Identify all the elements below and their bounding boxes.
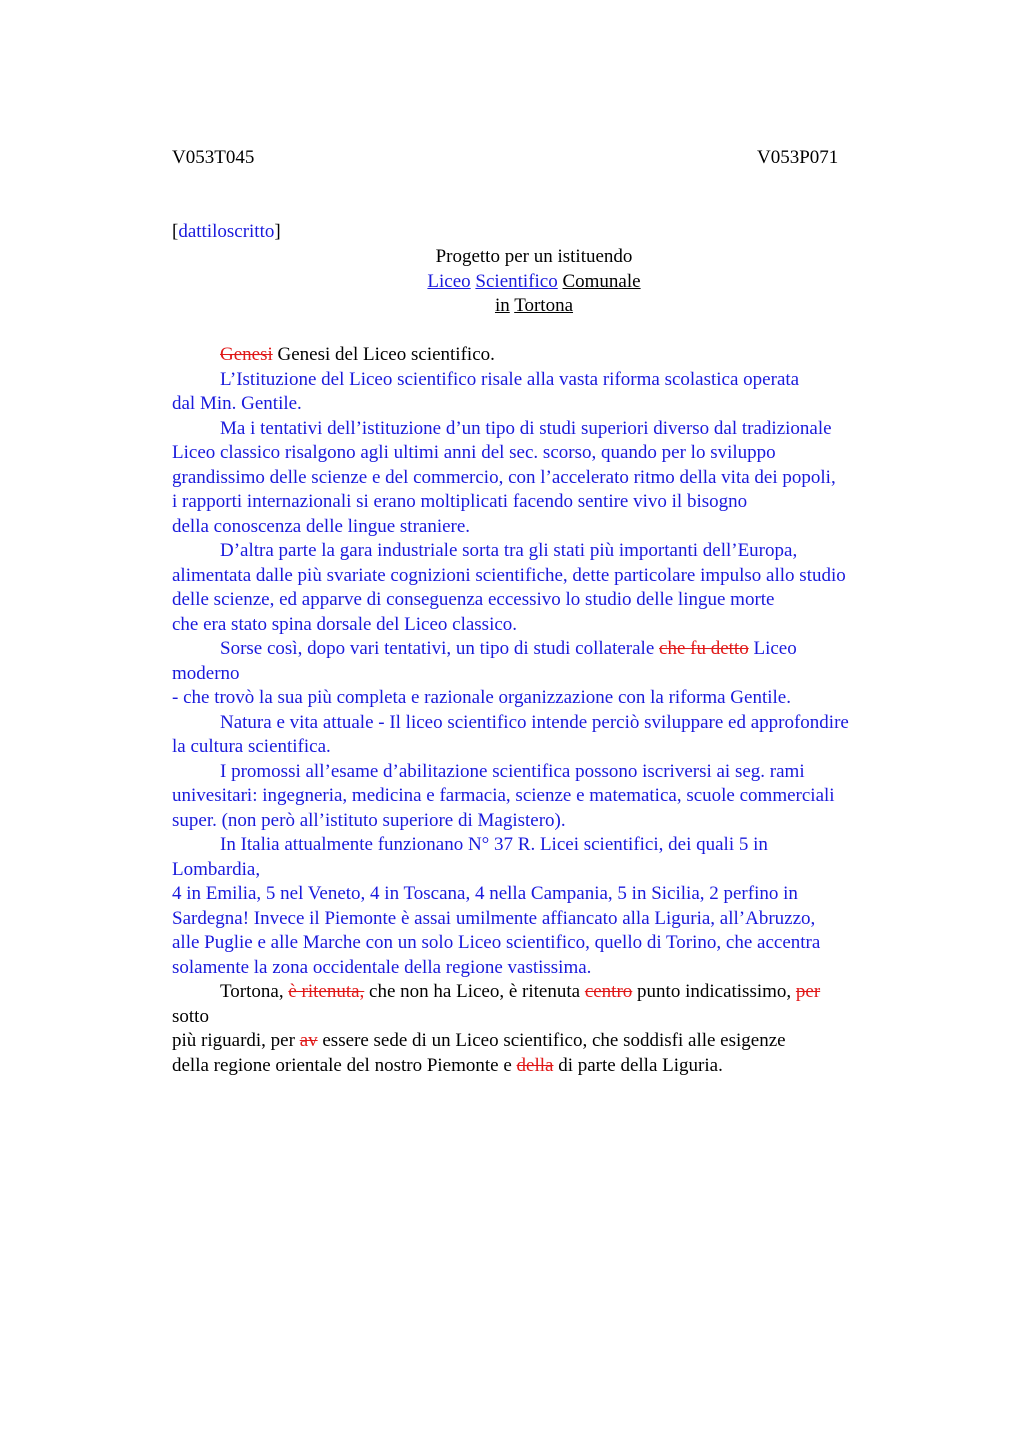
deleted-text: della xyxy=(516,1054,554,1076)
title-line-3 xyxy=(172,294,896,319)
deleted-text: è ritenuta, xyxy=(288,981,365,1002)
title-word-tortona: Tortona xyxy=(514,295,574,317)
text-line: moderno xyxy=(172,662,240,684)
text-line: Lombardia, xyxy=(172,858,261,880)
title-word-scientifico: Scientifico xyxy=(475,270,558,292)
bracket-close: ] xyxy=(274,221,281,242)
text-line: della conoscenza delle lingue straniere. xyxy=(172,515,471,537)
text-line: che era stato spina dorsale del Liceo classico. xyxy=(172,613,518,635)
text-line: la cultura scientifica. xyxy=(172,736,331,757)
text-span: che non ha Liceo, è ritenuta xyxy=(369,981,581,1002)
header-left-code: V053T045 xyxy=(172,147,255,168)
title-line-1: Progetto per un istituendo xyxy=(435,246,633,267)
text-line: alle Puglie e alle Marche con un solo Liceo scientifico, quello di Torino, che accentra xyxy=(172,932,821,953)
section-heading: Genesi del Liceo scientifico. xyxy=(277,344,495,365)
text-line: i rapporti internazionali si erano moltiplicati facendo sentire vivo il bisogno xyxy=(172,491,748,512)
deleted-text: che fu detto xyxy=(659,638,749,659)
text-span: punto indicatissimo, xyxy=(637,981,792,1002)
text-line xyxy=(172,637,907,662)
text-span: essere sede di un Liceo scientifico, che soddisfi alle esigenze xyxy=(322,1030,786,1051)
title-line-2 xyxy=(172,270,896,295)
text-span: di parte della Liguria. xyxy=(558,1054,723,1076)
text-line: - che trovò la sua più completa e razionale organizzazione con la riforma Gentile. xyxy=(172,687,791,708)
text-line xyxy=(172,1054,907,1079)
title-word-liceo: Liceo xyxy=(427,270,471,292)
text-span: Sorse così, dopo vari tentativi, un tipo di studi collaterale xyxy=(220,638,655,659)
text-line: Sardegna! Invece il Piemonte è assai umilmente affiancato alla Liguria, all’Abruzzo, xyxy=(172,907,816,929)
text-line: Liceo classico risalgono agli ultimi anni del sec. scorso, quando per lo sviluppo xyxy=(172,442,776,463)
text-line: super. (non però all’istituto superiore di Magistero). xyxy=(172,809,566,831)
text-line: alimentata dalle più svariate cognizioni scientifiche, dette particolare impulso allo studio xyxy=(172,564,846,586)
text-line: solamente la zona occidentale della regione vastissima. xyxy=(172,956,592,978)
document-title xyxy=(172,245,896,319)
text-line: 4 in Emilia, 5 nel Veneto, 4 in Toscana, 4 nella Campania, 5 in Sicilia, 2 perfino in xyxy=(172,883,798,904)
text-line: delle scienze, ed apparve di conseguenza eccessivo lo studio delle lingue morte xyxy=(172,589,775,610)
deleted-text: av xyxy=(299,1030,318,1051)
text-span: della regione orientale del nostro Piemonte e xyxy=(172,1054,512,1076)
deleted-text: Genesi xyxy=(220,344,273,365)
text-span: più riguardi, per xyxy=(172,1030,295,1051)
header-right-code: V053P071 xyxy=(757,147,839,168)
deleted-text: centro xyxy=(584,981,633,1002)
text-line xyxy=(172,1029,907,1054)
text-span: Liceo xyxy=(753,638,797,659)
typescript-label: dattiloscritto xyxy=(178,221,275,242)
deleted-text: per xyxy=(795,981,821,1002)
typescript-note xyxy=(172,221,281,243)
text-line: L’Istituzione del Liceo scientifico risale alla vasta riforma scolastica operata xyxy=(220,368,800,390)
bracket-open: [ xyxy=(172,221,179,242)
text-line xyxy=(172,980,907,1005)
paragraph-genesi xyxy=(172,343,907,368)
text-line: I promossi all’esame d’abilitazione scientifica possono iscriversi ai seg. rami xyxy=(220,760,805,782)
text-line: sotto xyxy=(172,1005,209,1027)
text-line: grandissimo delle scienze e del commercio, con l’accelerato ritmo della vita dei popoli, xyxy=(172,466,836,488)
document-body xyxy=(172,343,907,1078)
text-line: In Italia attualmente funzionano N° 37 R. Licei scientifici, dei quali 5 in xyxy=(220,834,768,855)
text-line: univesitari: ingegneria, medicina e farmacia, scienze e matematica, scuole commerciali xyxy=(172,785,835,806)
title-word-comunale: Comunale xyxy=(562,270,641,292)
text-line: dal Min. Gentile. xyxy=(172,393,302,414)
text-line: D’altra parte la gara industriale sorta tra gli stati più importanti dell’Europa, xyxy=(220,540,798,561)
text-line: Natura e vita attuale - Il liceo scientifico intende perciò sviluppare ed approfondire xyxy=(220,711,849,733)
title-word-in: in xyxy=(494,295,510,317)
text-line: Ma i tentativi dell’istituzione d’un tipo di studi superiori diverso dal tradizionale xyxy=(220,417,832,439)
text-span: Tortona, xyxy=(220,981,284,1002)
